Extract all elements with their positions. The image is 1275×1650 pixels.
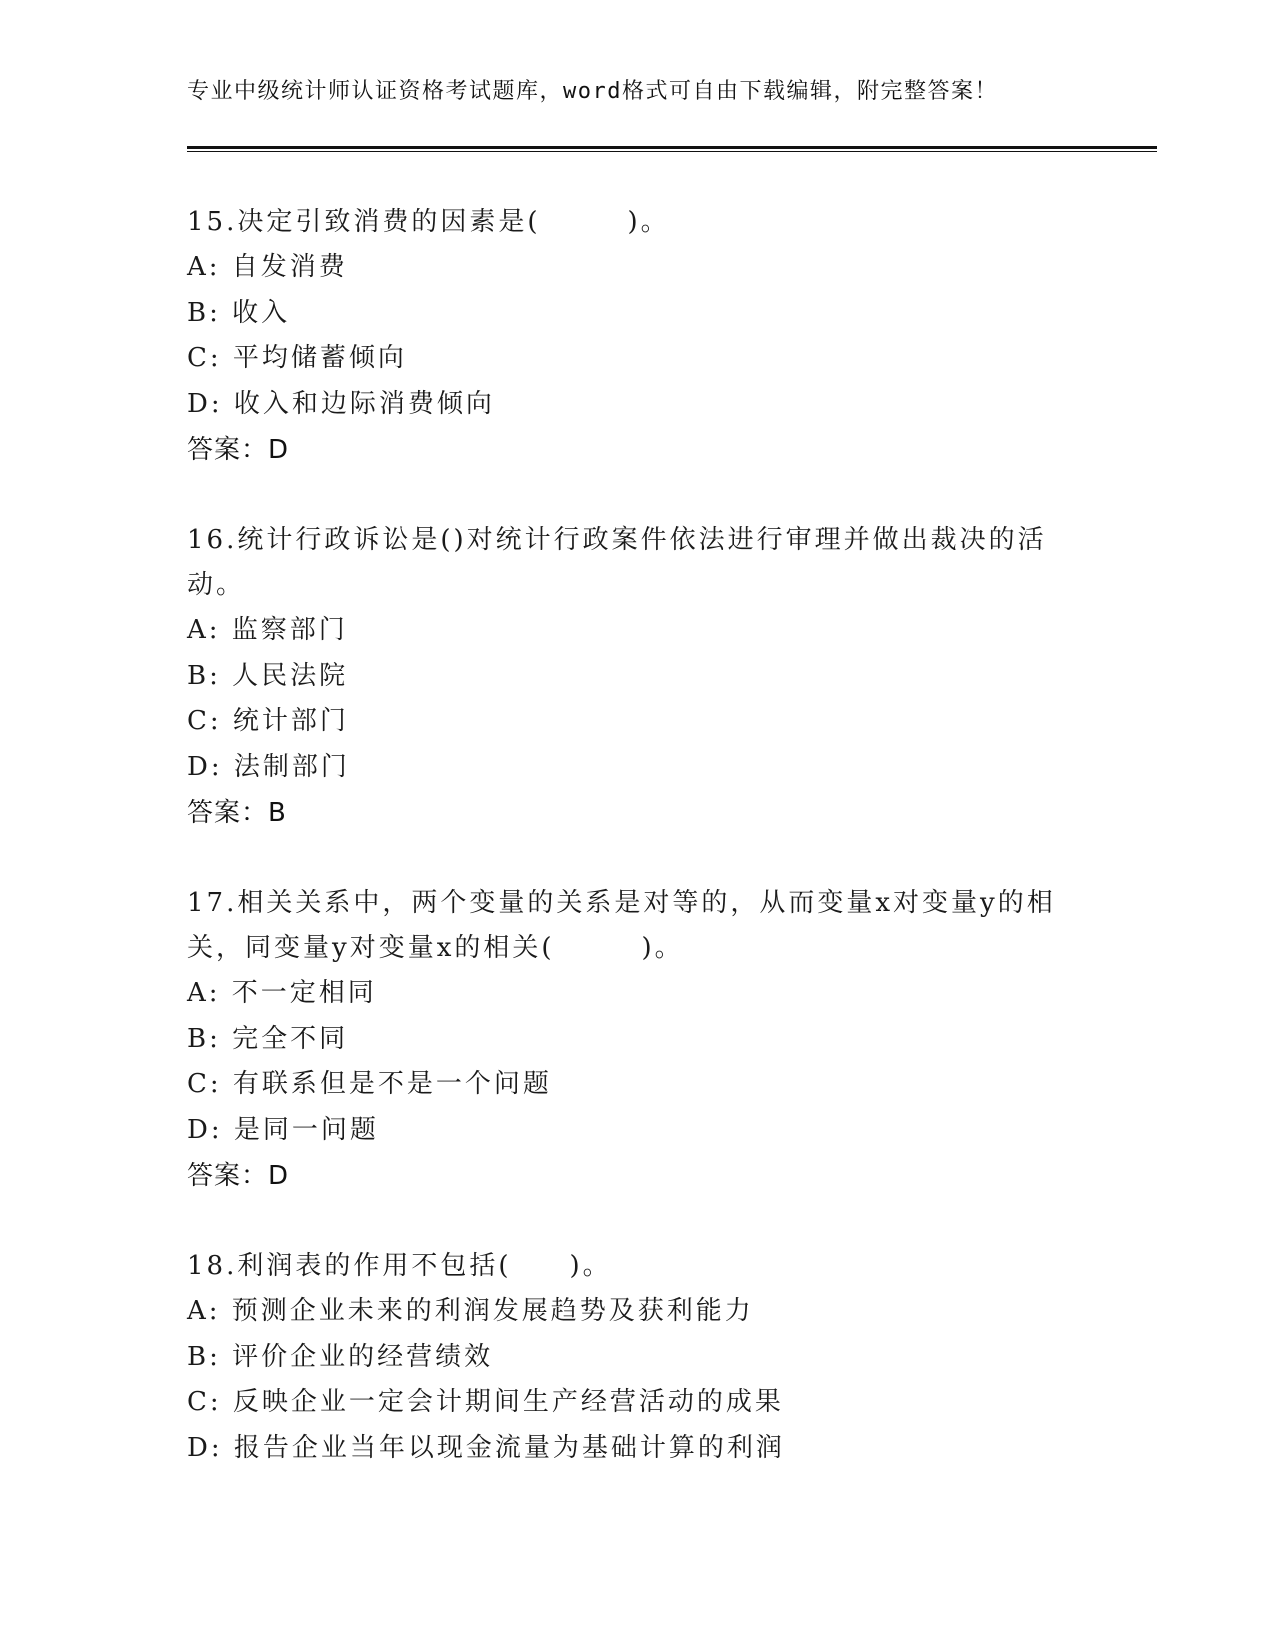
header-rule-thick	[187, 146, 1157, 149]
option-b: B: 收入	[187, 297, 291, 328]
option-a: A: 不一定相同	[187, 978, 377, 1008]
option-a: A: 预测企业未来的利润发展趋势及获利能力	[187, 1296, 754, 1326]
answer-text: 答案：B	[187, 798, 287, 828]
option-b: B: 人民法院	[187, 660, 349, 691]
option-c: C: 平均储蓄倾向	[187, 343, 407, 373]
option-c: C: 反映企业一定会计期间生产经营活动的成果	[187, 1387, 784, 1417]
question-stem: 16.统计行政诉讼是()对统计行政案件依法进行审理并做出裁决的活动。	[187, 525, 1047, 600]
question-stem: 18.利润表的作用不包括( )。	[187, 1251, 612, 1281]
page-header: 专业中级统计师认证资格考试题库，word格式可自由下载编辑，附完整答案！	[187, 79, 998, 104]
option-a: A: 监察部门	[187, 615, 348, 645]
option-d: D: 收入和边际消费倾向	[187, 388, 495, 419]
option-d: D: 是同一问题	[187, 1114, 379, 1145]
question-15	[187, 200, 1087, 473]
answer-text: 答案：D	[187, 435, 290, 465]
option-b: B: 完全不同	[187, 1023, 349, 1054]
option-c: C: 有联系但是不是一个问题	[187, 1069, 552, 1099]
question-stem: 15.决定引致消费的因素是( )。	[187, 207, 670, 237]
question-16	[187, 518, 1087, 836]
question-stem: 17.相关关系中，两个变量的关系是对等的，从而变量x对变量y的相关，同变量y对变量x的相关( )。	[187, 888, 1056, 963]
question-list	[187, 200, 1087, 1516]
option-c: C: 统计部门	[187, 706, 349, 736]
header-rule-thin	[187, 151, 1157, 152]
option-a: A: 自发消费	[187, 252, 348, 282]
option-d: D: 报告企业当年以现金流量为基础计算的利润	[187, 1432, 785, 1463]
question-18	[187, 1244, 1087, 1471]
option-b: B: 评价企业的经营绩效	[187, 1341, 494, 1372]
option-d: D: 法制部门	[187, 751, 350, 782]
question-17	[187, 881, 1087, 1199]
answer-text: 答案：D	[187, 1161, 290, 1191]
